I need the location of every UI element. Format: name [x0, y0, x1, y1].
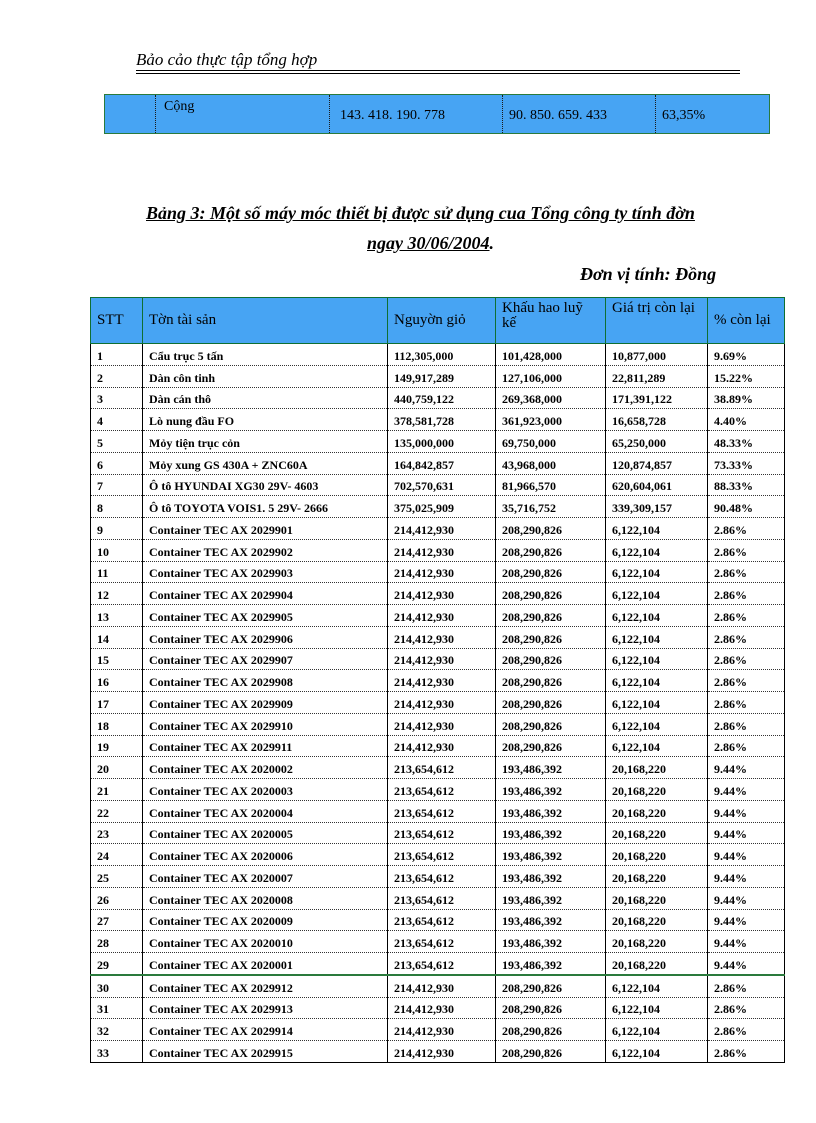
table-row — [91, 583, 785, 605]
cell-stt: 15 — [91, 648, 143, 670]
cell-depreciation: 101,428,000 — [496, 344, 606, 366]
cell-depreciation: 208,290,826 — [496, 561, 606, 583]
cell-percent: 9.44% — [708, 844, 785, 866]
table-row — [91, 844, 785, 866]
cell-depreciation: 208,290,826 — [496, 1041, 606, 1063]
cell-name: Cẩu trục 5 tấn — [143, 344, 388, 366]
cell-name: Container TEC AX 2029907 — [143, 648, 388, 670]
cell-remaining: 20,168,220 — [606, 866, 708, 888]
cell-percent: 2.86% — [708, 975, 785, 997]
cell-original: 213,654,612 — [388, 887, 496, 909]
cell-name: Container TEC AX 2029914 — [143, 1019, 388, 1041]
cell-depreciation: 193,486,392 — [496, 953, 606, 975]
cell-original: 214,412,930 — [388, 1019, 496, 1041]
cell-percent: 2.86% — [708, 539, 785, 561]
cell-original: 214,412,930 — [388, 997, 496, 1019]
cell-depreciation: 193,486,392 — [496, 866, 606, 888]
total-label: Cộng — [164, 99, 195, 114]
cell-original: 440,759,122 — [388, 387, 496, 409]
total-label-cell — [155, 95, 330, 133]
cell-percent: 9.44% — [708, 800, 785, 822]
table-row — [91, 757, 785, 779]
cell-percent: 2.86% — [708, 692, 785, 714]
cell-depreciation: 35,716,752 — [496, 496, 606, 518]
cell-remaining: 171,391,122 — [606, 387, 708, 409]
cell-name: Container TEC AX 2029902 — [143, 539, 388, 561]
cell-stt: 2 — [91, 365, 143, 387]
cell-percent: 2.86% — [708, 1041, 785, 1063]
cell-depreciation: 193,486,392 — [496, 800, 606, 822]
cell-remaining: 65,250,000 — [606, 431, 708, 453]
cell-name: Lò nung đầu FO — [143, 409, 388, 431]
table-row — [91, 648, 785, 670]
cell-name: Container TEC AX 2020002 — [143, 757, 388, 779]
cell-stt: 4 — [91, 409, 143, 431]
cell-stt: 8 — [91, 496, 143, 518]
table-row — [91, 975, 785, 997]
cell-percent: 9.44% — [708, 887, 785, 909]
cell-depreciation: 193,486,392 — [496, 844, 606, 866]
cell-original: 213,654,612 — [388, 953, 496, 975]
header-rule-top — [136, 70, 740, 71]
table-row — [91, 431, 785, 453]
cell-depreciation: 208,290,826 — [496, 583, 606, 605]
table-row — [91, 605, 785, 627]
cell-name: Container TEC AX 2020004 — [143, 800, 388, 822]
total-original-cell — [329, 95, 503, 133]
cell-depreciation: 208,290,826 — [496, 1019, 606, 1041]
cell-remaining: 20,168,220 — [606, 779, 708, 801]
cell-depreciation: 193,486,392 — [496, 779, 606, 801]
cell-name: Container TEC AX 2020010 — [143, 931, 388, 953]
cell-name: Container TEC AX 2029905 — [143, 605, 388, 627]
cell-original: 375,025,909 — [388, 496, 496, 518]
cell-stt: 26 — [91, 887, 143, 909]
unit-label: Đơn vị tính: Đồng — [580, 264, 717, 284]
cell-depreciation: 127,106,000 — [496, 365, 606, 387]
header-percent: % còn lại — [708, 298, 785, 344]
cell-original: 213,654,612 — [388, 931, 496, 953]
table-row — [91, 409, 785, 431]
cell-percent: 2.86% — [708, 997, 785, 1019]
total-row-box — [104, 94, 770, 134]
cell-name: Container TEC AX 2020009 — [143, 909, 388, 931]
cell-remaining: 22,811,289 — [606, 365, 708, 387]
cell-name: Container TEC AX 2020008 — [143, 887, 388, 909]
cell-name: Container TEC AX 2029903 — [143, 561, 388, 583]
cell-percent: 9.44% — [708, 909, 785, 931]
cell-stt: 27 — [91, 909, 143, 931]
cell-depreciation: 208,290,826 — [496, 539, 606, 561]
cell-stt: 33 — [91, 1041, 143, 1063]
table-row — [91, 909, 785, 931]
cell-name: Ô tô HYUNDAI XG30 29V- 4603 — [143, 474, 388, 496]
cell-original: 214,412,930 — [388, 518, 496, 540]
cell-depreciation: 208,290,826 — [496, 648, 606, 670]
cell-stt: 31 — [91, 997, 143, 1019]
cell-depreciation: 208,290,826 — [496, 605, 606, 627]
cell-name: Container TEC AX 2020006 — [143, 844, 388, 866]
cell-remaining: 6,122,104 — [606, 997, 708, 1019]
cell-remaining: 20,168,220 — [606, 844, 708, 866]
page-header-title: Bảo cảo thực tập tổng hợp — [136, 50, 318, 69]
total-depreciation: 90. 850. 659. 433 — [509, 108, 607, 123]
cell-stt: 20 — [91, 757, 143, 779]
table-row — [91, 887, 785, 909]
cell-remaining: 6,122,104 — [606, 583, 708, 605]
cell-original: 214,412,930 — [388, 975, 496, 997]
cell-name: Container TEC AX 2020003 — [143, 779, 388, 801]
cell-depreciation: 208,290,826 — [496, 735, 606, 757]
table-row — [91, 496, 785, 518]
table-row — [91, 344, 785, 366]
cell-original: 214,412,930 — [388, 1041, 496, 1063]
cell-remaining: 20,168,220 — [606, 887, 708, 909]
cell-percent: 4.40% — [708, 409, 785, 431]
cell-percent: 2.86% — [708, 561, 785, 583]
table-row — [91, 1041, 785, 1063]
header-depreciation: Khấu hao luỹ kế — [496, 298, 606, 344]
cell-percent: 88.33% — [708, 474, 785, 496]
cell-stt: 11 — [91, 561, 143, 583]
table-row — [91, 365, 785, 387]
cell-original: 214,412,930 — [388, 670, 496, 692]
cell-name: Container TEC AX 2029915 — [143, 1041, 388, 1063]
cell-percent: 2.86% — [708, 626, 785, 648]
table-row — [91, 779, 785, 801]
cell-depreciation: 208,290,826 — [496, 518, 606, 540]
cell-stt: 18 — [91, 713, 143, 735]
cell-original: 214,412,930 — [388, 735, 496, 757]
cell-percent: 2.86% — [708, 605, 785, 627]
cell-original: 214,412,930 — [388, 605, 496, 627]
cell-remaining: 339,309,157 — [606, 496, 708, 518]
cell-original: 213,654,612 — [388, 866, 496, 888]
cell-percent: 9.44% — [708, 953, 785, 975]
cell-original: 214,412,930 — [388, 713, 496, 735]
cell-stt: 19 — [91, 735, 143, 757]
cell-stt: 16 — [91, 670, 143, 692]
table-header-row — [91, 298, 785, 344]
table-row — [91, 626, 785, 648]
cell-name: Container TEC AX 2029913 — [143, 997, 388, 1019]
cell-stt: 24 — [91, 844, 143, 866]
cell-original: 214,412,930 — [388, 561, 496, 583]
cell-depreciation: 208,290,826 — [496, 713, 606, 735]
cell-name: Container TEC AX 2029911 — [143, 735, 388, 757]
table-row — [91, 713, 785, 735]
cell-original: 214,412,930 — [388, 692, 496, 714]
cell-depreciation: 193,486,392 — [496, 887, 606, 909]
cell-original: 213,654,612 — [388, 779, 496, 801]
cell-stt: 9 — [91, 518, 143, 540]
cell-original: 213,654,612 — [388, 822, 496, 844]
cell-stt: 3 — [91, 387, 143, 409]
total-percent-cell — [655, 95, 770, 133]
cell-depreciation: 193,486,392 — [496, 931, 606, 953]
cell-original: 213,654,612 — [388, 844, 496, 866]
cell-name: Container TEC AX 2020005 — [143, 822, 388, 844]
cell-stt: 32 — [91, 1019, 143, 1041]
cell-remaining: 6,122,104 — [606, 1041, 708, 1063]
cell-name: Dàn côn tinh — [143, 365, 388, 387]
cell-depreciation: 81,966,570 — [496, 474, 606, 496]
cell-name: Container TEC AX 2029906 — [143, 626, 388, 648]
header-name: Tờn tài sản — [143, 298, 388, 344]
cell-original: 213,654,612 — [388, 800, 496, 822]
table-row — [91, 561, 785, 583]
cell-remaining: 6,122,104 — [606, 539, 708, 561]
cell-remaining: 20,168,220 — [606, 909, 708, 931]
cell-original: 213,654,612 — [388, 757, 496, 779]
cell-remaining: 120,874,857 — [606, 452, 708, 474]
cell-percent: 2.86% — [708, 648, 785, 670]
table-caption-line1: Bảng 3: Một số máy móc thiết bị được sử dụng cua Tổng công ty tính đờn — [146, 203, 695, 223]
cell-original: 149,917,289 — [388, 365, 496, 387]
cell-name: Dàn cán thô — [143, 387, 388, 409]
cell-remaining: 10,877,000 — [606, 344, 708, 366]
cell-percent: 2.86% — [708, 713, 785, 735]
cell-remaining: 20,168,220 — [606, 800, 708, 822]
total-percent: 63,35% — [662, 108, 706, 123]
cell-stt: 17 — [91, 692, 143, 714]
table-row — [91, 539, 785, 561]
cell-percent: 9.69% — [708, 344, 785, 366]
cell-stt: 25 — [91, 866, 143, 888]
total-original-cost: 143. 418. 190. 778 — [340, 108, 445, 123]
cell-percent: 90.48% — [708, 496, 785, 518]
cell-name: Mỏy tiện trục cỏn — [143, 431, 388, 453]
cell-remaining: 6,122,104 — [606, 975, 708, 997]
header-original: Nguyờn giỏ — [388, 298, 496, 344]
table-row — [91, 452, 785, 474]
cell-depreciation: 69,750,000 — [496, 431, 606, 453]
cell-remaining: 6,122,104 — [606, 1019, 708, 1041]
cell-depreciation: 361,923,000 — [496, 409, 606, 431]
caption-period: . — [489, 233, 495, 253]
table-row — [91, 670, 785, 692]
cell-stt: 28 — [91, 931, 143, 953]
cell-stt: 23 — [91, 822, 143, 844]
cell-remaining: 6,122,104 — [606, 518, 708, 540]
cell-depreciation: 208,290,826 — [496, 692, 606, 714]
cell-name: Container TEC AX 2029908 — [143, 670, 388, 692]
cell-percent: 73.33% — [708, 452, 785, 474]
cell-depreciation: 208,290,826 — [496, 626, 606, 648]
cell-original: 214,412,930 — [388, 539, 496, 561]
cell-original: 214,412,930 — [388, 583, 496, 605]
table-row — [91, 474, 785, 496]
cell-depreciation: 43,968,000 — [496, 452, 606, 474]
cell-stt: 12 — [91, 583, 143, 605]
table-row — [91, 735, 785, 757]
cell-depreciation: 193,486,392 — [496, 822, 606, 844]
cell-remaining: 620,604,061 — [606, 474, 708, 496]
cell-original: 164,842,857 — [388, 452, 496, 474]
cell-depreciation: 193,486,392 — [496, 909, 606, 931]
cell-depreciation: 208,290,826 — [496, 975, 606, 997]
cell-remaining: 6,122,104 — [606, 561, 708, 583]
cell-stt: 5 — [91, 431, 143, 453]
cell-stt: 1 — [91, 344, 143, 366]
table-row — [91, 518, 785, 540]
header-stt: STT — [91, 298, 143, 344]
cell-percent: 2.86% — [708, 583, 785, 605]
cell-name: Container TEC AX 2029910 — [143, 713, 388, 735]
cell-percent: 2.86% — [708, 1019, 785, 1041]
cell-remaining: 20,168,220 — [606, 822, 708, 844]
total-depreciation-cell — [502, 95, 656, 133]
cell-stt: 30 — [91, 975, 143, 997]
table-row — [91, 387, 785, 409]
cell-remaining: 6,122,104 — [606, 648, 708, 670]
cell-stt: 14 — [91, 626, 143, 648]
table-row — [91, 822, 785, 844]
cell-original: 214,412,930 — [388, 648, 496, 670]
cell-original: 214,412,930 — [388, 626, 496, 648]
cell-percent: 9.44% — [708, 931, 785, 953]
cell-percent: 9.44% — [708, 757, 785, 779]
cell-stt: 10 — [91, 539, 143, 561]
cell-original: 378,581,728 — [388, 409, 496, 431]
cell-depreciation: 269,368,000 — [496, 387, 606, 409]
cell-name: Ô tô TOYOTA VOIS1. 5 29V- 2666 — [143, 496, 388, 518]
cell-percent: 2.86% — [708, 670, 785, 692]
cell-percent: 15.22% — [708, 365, 785, 387]
cell-name: Container TEC AX 2020001 — [143, 953, 388, 975]
cell-stt: 7 — [91, 474, 143, 496]
table-row — [91, 1019, 785, 1041]
table-row — [91, 692, 785, 714]
table-row — [91, 953, 785, 975]
cell-percent: 48.33% — [708, 431, 785, 453]
cell-depreciation: 193,486,392 — [496, 757, 606, 779]
cell-original: 112,305,000 — [388, 344, 496, 366]
table-row — [91, 800, 785, 822]
cell-remaining: 16,658,728 — [606, 409, 708, 431]
cell-percent: 2.86% — [708, 518, 785, 540]
cell-stt: 13 — [91, 605, 143, 627]
cell-name: Container TEC AX 2029909 — [143, 692, 388, 714]
cell-remaining: 20,168,220 — [606, 757, 708, 779]
cell-percent: 2.86% — [708, 735, 785, 757]
cell-depreciation: 208,290,826 — [496, 997, 606, 1019]
cell-stt: 22 — [91, 800, 143, 822]
cell-stt: 6 — [91, 452, 143, 474]
table-caption-line2 — [367, 233, 494, 254]
cell-name: Container TEC AX 2029912 — [143, 975, 388, 997]
cell-remaining: 6,122,104 — [606, 670, 708, 692]
cell-remaining: 20,168,220 — [606, 931, 708, 953]
cell-depreciation: 208,290,826 — [496, 670, 606, 692]
cell-percent: 9.44% — [708, 822, 785, 844]
header-rule-bottom — [136, 73, 740, 74]
cell-name: Container TEC AX 2029904 — [143, 583, 388, 605]
cell-remaining: 20,168,220 — [606, 953, 708, 975]
table-row — [91, 931, 785, 953]
cell-remaining: 6,122,104 — [606, 735, 708, 757]
table-row — [91, 997, 785, 1019]
cell-remaining: 6,122,104 — [606, 692, 708, 714]
caption-date: ngay 30/06/2004 — [367, 233, 490, 253]
cell-stt: 29 — [91, 953, 143, 975]
header-remaining: Giá trị còn lại — [606, 298, 708, 344]
cell-name: Container TEC AX 2029901 — [143, 518, 388, 540]
cell-stt: 21 — [91, 779, 143, 801]
cell-original: 213,654,612 — [388, 909, 496, 931]
cell-name: Container TEC AX 2020007 — [143, 866, 388, 888]
assets-table — [90, 297, 785, 1063]
cell-percent: 9.44% — [708, 866, 785, 888]
cell-remaining: 6,122,104 — [606, 626, 708, 648]
cell-original: 702,570,631 — [388, 474, 496, 496]
cell-name: Mỏy xung GS 430A + ZNC60A — [143, 452, 388, 474]
cell-percent: 9.44% — [708, 779, 785, 801]
cell-percent: 38.89% — [708, 387, 785, 409]
cell-remaining: 6,122,104 — [606, 713, 708, 735]
cell-original: 135,000,000 — [388, 431, 496, 453]
table-row — [91, 866, 785, 888]
cell-remaining: 6,122,104 — [606, 605, 708, 627]
